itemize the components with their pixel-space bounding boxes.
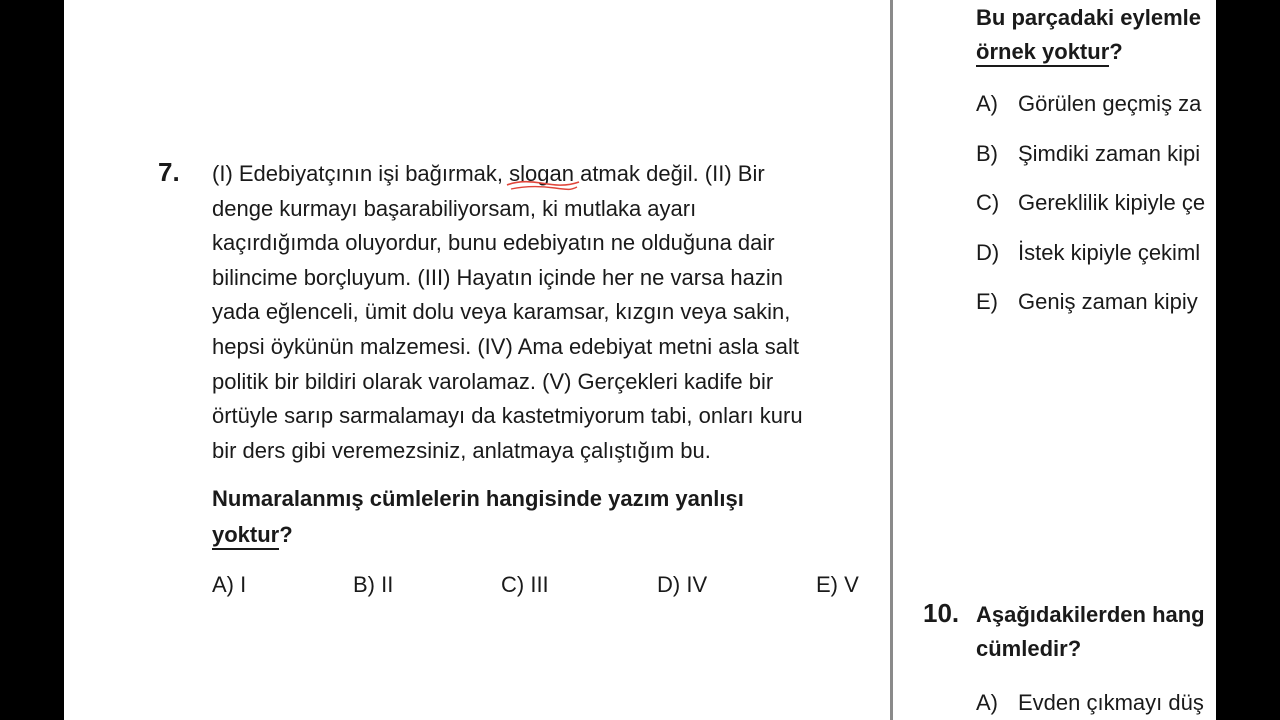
passage-line: bilincime borçluyum. (III) Hayatın içinde her ne varsa hazin	[212, 264, 784, 290]
question-10-number: 10.	[923, 598, 960, 628]
q9-option-b[interactable]: B) Şimdiki zaman kipi	[976, 141, 1201, 166]
red-squiggle-annotation	[505, 179, 583, 193]
question-7-passage	[212, 157, 872, 468]
question-9-stem: Bu parçadaki eylemle örnek yoktur?	[976, 1, 1201, 69]
q10-option-a[interactable]: A) Evden çıkmayı düş	[976, 690, 1204, 715]
option-c[interactable]: C) III	[501, 572, 549, 597]
q9-option-e[interactable]: E) Geniş zaman kipiy	[976, 289, 1198, 314]
exam-page	[64, 0, 1216, 720]
q9-option-d[interactable]: D) İstek kipiyle çekiml	[976, 240, 1201, 265]
underlined-keyword: yoktur	[212, 522, 279, 550]
passage-line: hepsi öykünün malzemesi. (IV) Ama edebiyat metni asla salt	[212, 333, 799, 359]
option-e[interactable]: E) V	[816, 572, 859, 597]
question-7-number: 7.	[158, 157, 180, 187]
passage-line: bir ders gibi veremezsiniz, anlatmaya çalıştığım bu.	[212, 437, 711, 463]
question-10-stem: Aşağıdakilerden hang cümledir?	[976, 602, 1205, 661]
underlined-keyword: örnek yoktur	[976, 39, 1109, 67]
annotated-word: slogan	[509, 157, 574, 192]
option-b[interactable]: B) II	[353, 572, 394, 597]
passage-line: denge kurmayı başarabiliyorsam, ki mutlaka ayarı	[212, 195, 697, 221]
passage-line: politik bir bildiri olarak varolamaz. (V) Gerçekleri kadife bir	[212, 368, 774, 394]
passage-line: yada eğlenceli, ümit dolu veya karamsar, kızgın veya sakin,	[212, 299, 791, 325]
q9-option-c[interactable]: C) Gereklilik kipiyle çe	[976, 190, 1206, 215]
option-d[interactable]: D) IV	[657, 572, 708, 597]
passage-line: örtüyle sarıp sarmalamayı da kastetmiyorum tabi, onları kuru	[212, 403, 803, 429]
column-divider	[890, 0, 893, 720]
question-7-stem: Numaralanmış cümlelerin hangisinde yazım yanlışı yoktur?	[212, 481, 852, 553]
passage-line: kaçırdığımda oluyordur, bunu edebiyatın ne olduğuna dair	[212, 230, 775, 256]
passage-line: (I) Edebiyatçının işi bağırmak, slogan atmak değil. (II) Bir	[212, 157, 872, 192]
q9-option-a[interactable]: A) Görülen geçmiş za	[976, 91, 1202, 116]
option-a[interactable]: A) I	[212, 572, 247, 597]
